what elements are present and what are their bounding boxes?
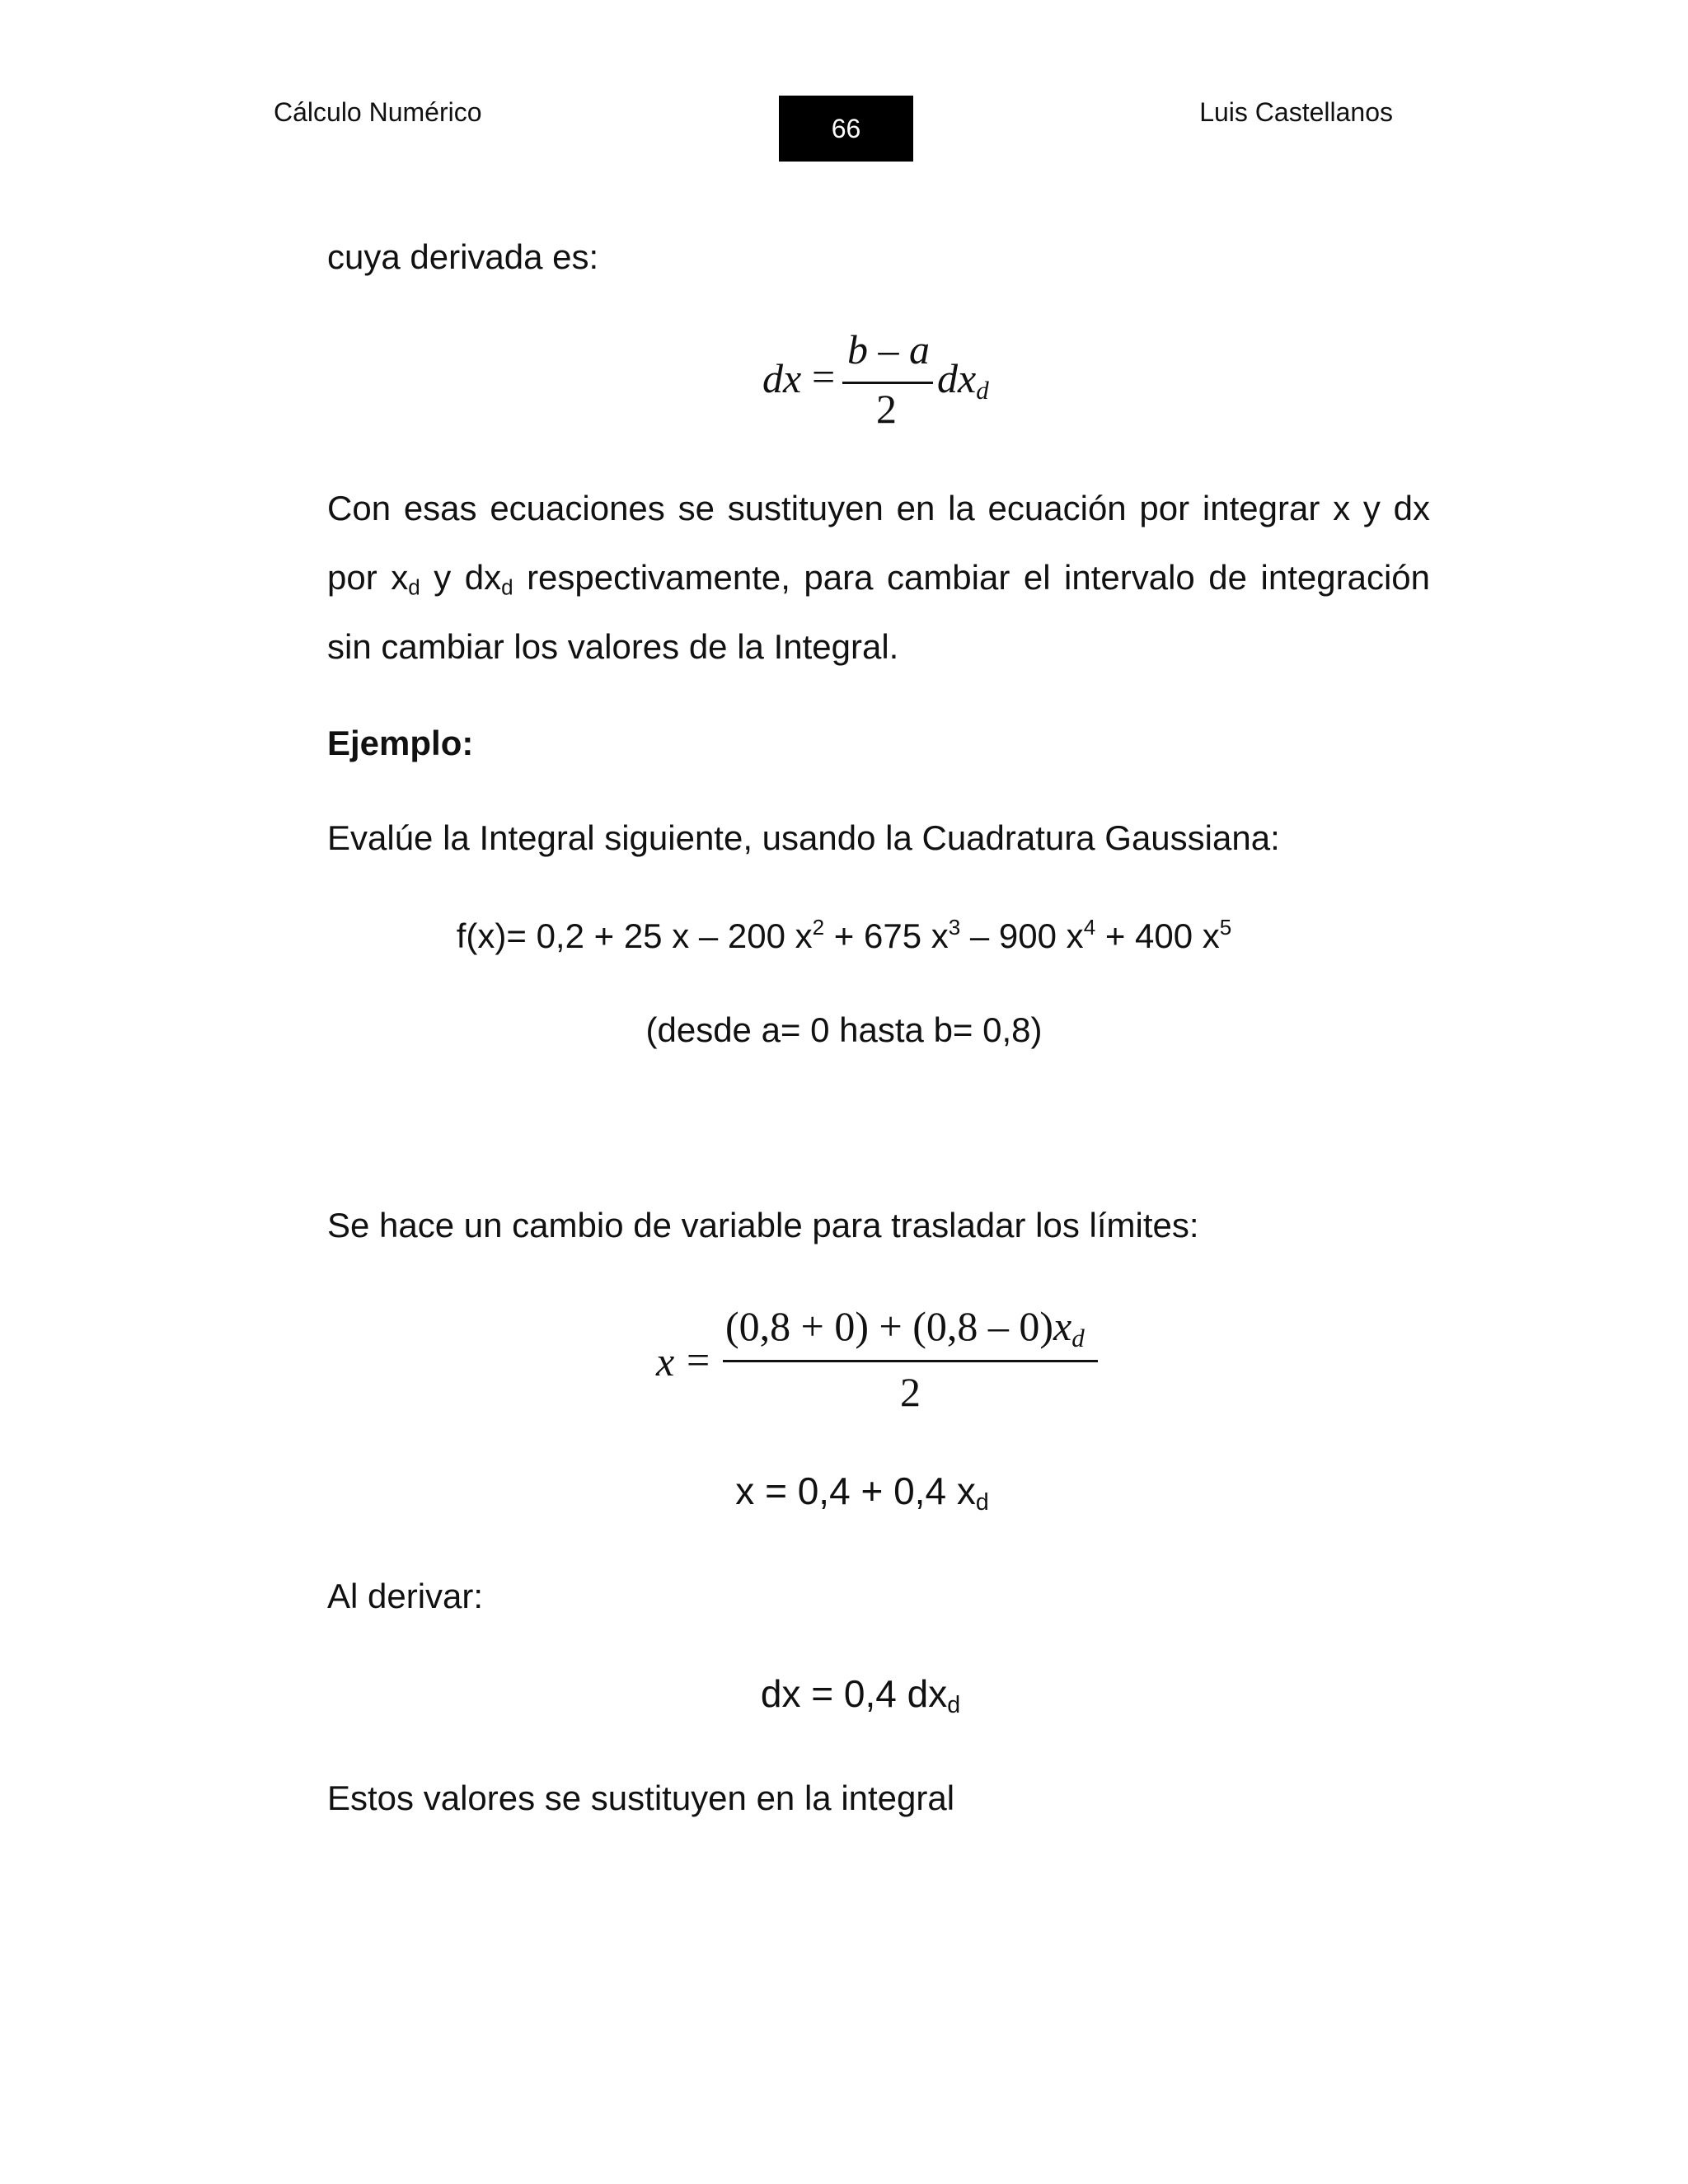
eq2-equals: =	[687, 1337, 710, 1383]
paragraph-substitute: Estos valores se sustituyen en la integral	[327, 1779, 955, 1817]
eq2-denominator: 2	[900, 1369, 921, 1415]
eq2-numerator: $(0,8 + 0) + (0,8 - 0)x_d$	[725, 1303, 1085, 1352]
paragraph-change-variable: Se hace un cambio de variable para trasladar los límites:	[327, 1206, 1199, 1244]
equation-dx-simplified: dx = 0,4 $dx_d$	[760, 1672, 961, 1719]
eq1-lhs: dx	[762, 355, 802, 401]
header-title: Cálculo Numérico	[274, 97, 482, 127]
integration-interval: (desde a= 0 hasta b= 0,8)	[645, 1010, 1043, 1049]
paragraph-derive: Al derivar:	[327, 1577, 484, 1615]
equation-x-simplified: x = 0,4 + 0,4 $x_d$	[735, 1469, 989, 1516]
eq1-denominator: 2	[876, 386, 897, 432]
page-number: 66	[779, 96, 913, 162]
eq1-numerator: b – a	[847, 326, 930, 373]
paragraph-substitution-line3: sin cambiar los valores de la Integral.	[327, 627, 899, 666]
function-definition: f(x)= 0,2 + 25 x – 200 $x^2 + 675$ $x^3 - 900$ $x^4 + 400$ $x^5$	[456, 914, 1232, 955]
paragraph-evaluate: Evalúe la Integral siguiente, usando la Cuadratura Gaussiana:	[327, 818, 1280, 857]
eq1-rhs: $dx_d$	[937, 355, 989, 405]
eq1-equals: =	[812, 354, 836, 400]
eq2-lhs: x	[656, 1338, 675, 1385]
paragraph-intro: cuya derivada es:	[327, 237, 599, 276]
eq1-fraction-line	[842, 382, 933, 384]
example-heading: Ejemplo:	[327, 724, 474, 762]
eq2-fraction-line	[723, 1360, 1098, 1362]
paragraph-substitution-line2: por $x_d$ y $dx_d$ respectivamente, para cambiar el intervalo de integración	[327, 558, 1430, 600]
header-author: Luis Castellanos	[1199, 97, 1393, 127]
paragraph-substitution-line1: Con esas ecuaciones se sustituyen en la ecuación por integrar x y dx	[327, 489, 1430, 527]
